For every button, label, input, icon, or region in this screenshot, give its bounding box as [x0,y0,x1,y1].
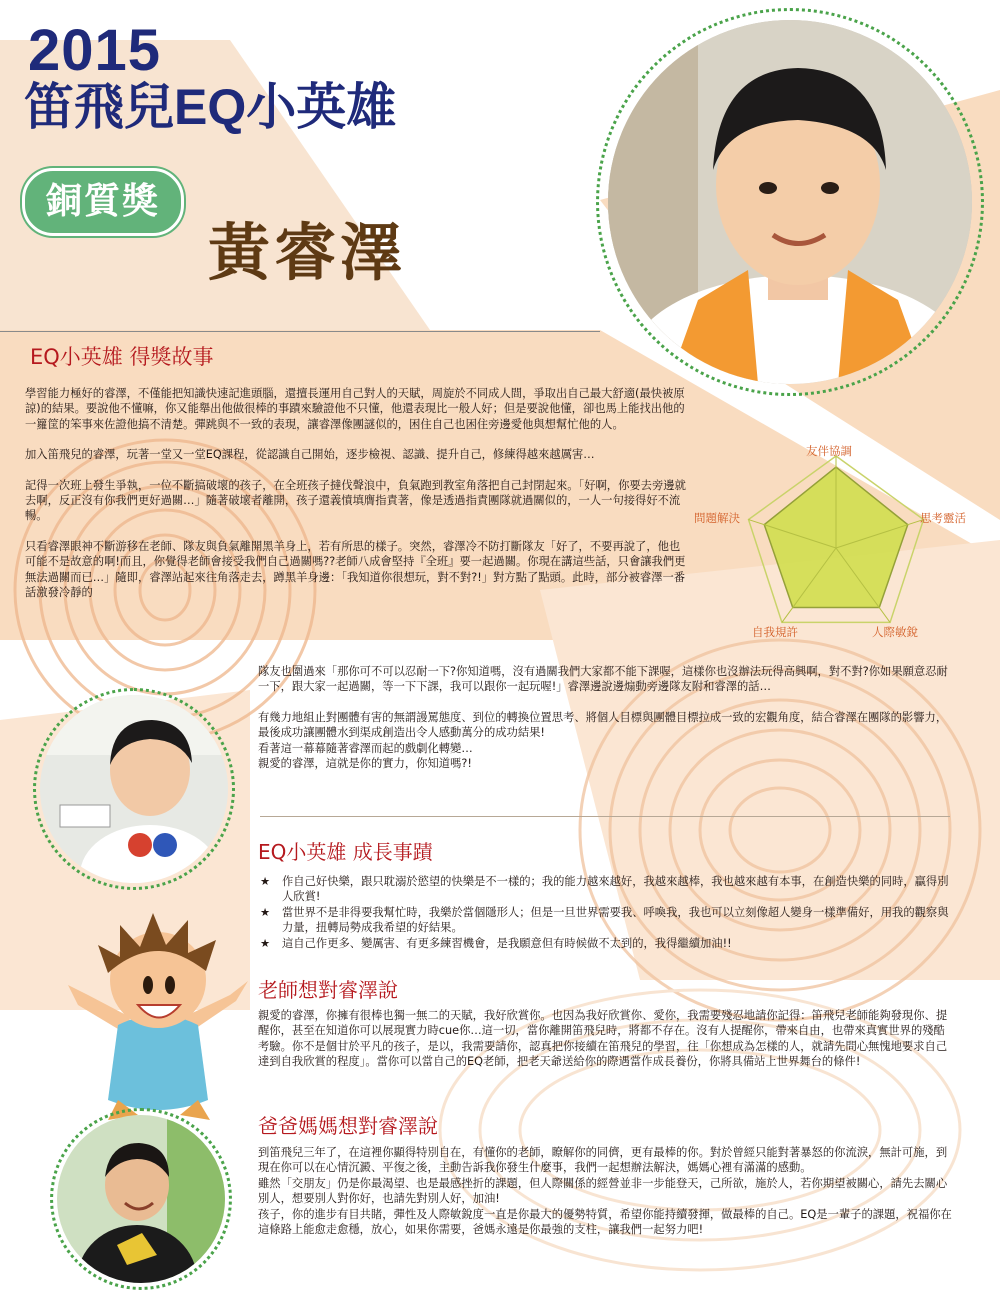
title-year: 2015 [28,18,162,83]
growth-item: ★ 作自己好快樂，跟只耽溺於慾望的快樂是不一樣的；我的能力越來越好，我越來越棒，我也越來越有本事，在創造快樂的同時，贏得別人欣賞! [260,875,949,904]
photo-outdoor [57,1115,225,1283]
parents-paragraph: 雖然「交朋友」仍是你最渴望、也是最感挫折的課題，但人際關係的經營並非一步能登天，己所欲，施於人，若你期望被關心，請先去關心別人，想要別人對你好，也請先對別人好，加油! [258,1176,948,1206]
story-paragraph: 記得一次班上發生爭執，一位不斷搞破壞的孩子，在全班孩子撻伐聲浪中，負氣跑到教室角落把自己封閉起來。「好啊，你要去旁邊就去啊，反正沒有你我們更好過關…」隨著破壞者離開，孩子還義憤填膺指責著，像是透過指責團隊就過關似的，一人一句接得好不流暢。 [25,478,686,523]
header-divider [0,331,600,332]
boy-portrait-illustration [608,20,972,384]
star-bullet-icon: ★ [260,936,271,950]
story-text-continued [258,664,948,771]
page-title: 笛飛兒EQ小英雄 [24,79,397,135]
radar-label-social: 人際敏銳 [872,625,918,639]
parents-heading: 爸爸媽媽想對睿澤說 [258,1114,438,1138]
story-paragraph: 隊友也圍過來「那你可不可以忍耐一下?你知道嗎，沒有過關我們大家都不能下課喔，這樣你也沒辦法玩得高興啊，對不對?你如果願意忍耐一下，跟大家一起過關，等一下下課，我可以跟你一起玩喔!」睿澤邊說邊煽動旁邊隊友附和睿澤的話… [258,665,948,694]
star-bullet-icon: ★ [260,875,271,888]
story-paragraph: 學習能力極好的睿澤，不僅能把知識快速記進頭腦，還擅長運用自己對人的天賦，周旋於不同成人間，爭取出自己最大舒適(最快被原諒)的結果。要說他不懂嘛，你又能舉出他做很棒的事蹟來驗證他不只懂，他還表現比一般人好；但是要說他懂，卻也馬上能找出他的一籮筐的笨事來佐證他搞不清楚。彈跳與不一致的表現，讓睿澤像團謎似的，困住自己也困住旁邊愛他與想幫忙他的人。 [25,387,685,431]
growth-item: ★ 這自己作更多、變厲害、有更多練習機會，是我願意但有時候做不太到的，我得繼續加油!! [260,936,732,950]
parents-text [258,1145,954,1237]
story-text [25,386,689,600]
story-paragraph: 加入笛飛兒的睿澤，玩著一堂又一堂EQ課程，從認識自己開始，逐步檢視、認識、提升自己，修練得越來越厲害… [25,448,595,462]
story-paragraph: 看著這一幕幕隨著睿澤而起的戲劇化轉變… [258,741,473,755]
growth-list [258,874,958,951]
radar-label-problem: 問題解決 [694,511,740,525]
story-heading: EQ小英雄 得獎故事 [30,345,214,369]
parents-paragraph: 到笛飛兒三年了，在這裡你顯得特別自在，有懂你的老師，瞭解你的同儕，更有最棒的你。對於曾經只能對著暴怒的你流淚，無計可施，到現在你可以在心情沉澱、平復之後，主動告訴我你發生什麼事，我們一起想辦法解決，媽媽心裡有滿滿的感動。 [258,1146,948,1175]
portrait-photo [608,20,972,384]
teacher-heading: 老師想對睿澤說 [258,978,398,1002]
story-paragraph: 只看睿澤眼神不斷游移在老師、隊友與負氣離開黑羊身上，若有所思的樣子。突然，睿澤冷不防打斷隊友「好了，不要再說了，他也可能不是故意的啊!而且，你覺得老師會接受我們自己過關嗎??老師八成會堅持『全班』要一起過關。你現在講這些話，只會讓我們更無法過關而已…」隨即，睿澤站起來往角落走去，蹲黑羊身邊：「我知道你很想玩，對不對?!」對方點了點頭。此時，部分被睿澤一番話激發冷靜的 [25,539,686,600]
story-paragraph: 有幾力地組止對團體有害的無謂謾罵態度、到位的轉換位置思考、將個人目標與團體目標拉成一致的宏觀角度，結合睿澤在團隊的影響力，最後成功讓團體水到渠成創造出令人感動萬分的成功結果! [258,710,948,740]
radar-label-thinking: 思考靈活 [920,511,966,525]
growth-item: ★ 當世界不是非得要我幫忙時，我樂於當個隱形人；但是一旦世界需要我、呼喚我，我也可以立刻像超人變身一樣準備好，用我的觀察與力量，扭轉局勢成我希望的好結果。 [260,905,949,935]
radar-chart [686,440,986,650]
award-badge: 銅質獎 [22,168,184,236]
parents-paragraph: 孩子，你的進步有目共睹，彈性及人際敏銳度一直是你最大的優勢特質，希望你能持續發揮，做最棒的自己。EQ是一輩子的課題，祝福你在這條路上能愈走愈穩，放心，如果你需要，爸媽永遠是你最強的支柱，讓我們一起努力吧! [258,1207,952,1237]
boy-classroom-illustration [40,695,228,883]
boy-outdoor-illustration [57,1115,225,1283]
story-paragraph: 親愛的睿澤，這就是你的實力，你知道嗎?! [258,757,472,771]
growth-heading: EQ小英雄 成長事蹟 [258,840,433,864]
radar-label-self: 自我規許 [752,625,798,639]
cartoon-boy-icon [58,905,258,1125]
growth-divider [260,816,950,817]
radar-label-friend: 友伴協調 [806,444,852,458]
teacher-text: 親愛的睿澤，你擁有很棒也獨一無二的天賦，我好欣賞你。也因為我好欣賞你、愛你，我需要殘忍地請你記得：笛飛兒老師能夠發現你、提醒你，甚至在知道你可以展現實力時cue你…這一切，當你離開笛飛兒時，將都不存在。沒有人提醒你，帶來自由，也帶來真實世界的殘酷考驗。你不是個甘於平凡的孩子，是以，我需要請你，認真把你接續在笛飛兒的學習，往「你想成為怎樣的人，就請先問心無愧地要求自己達到自我欣賞的程度」。當你可以當自己的EQ老師，把老天爺送給你的際遇當作成長養份，你將具備站上世界舞台的條件! [258,1009,948,1069]
star-bullet-icon: ★ [260,905,271,919]
photo-classroom [40,695,228,883]
winner-name: 黃睿澤 [208,216,407,289]
